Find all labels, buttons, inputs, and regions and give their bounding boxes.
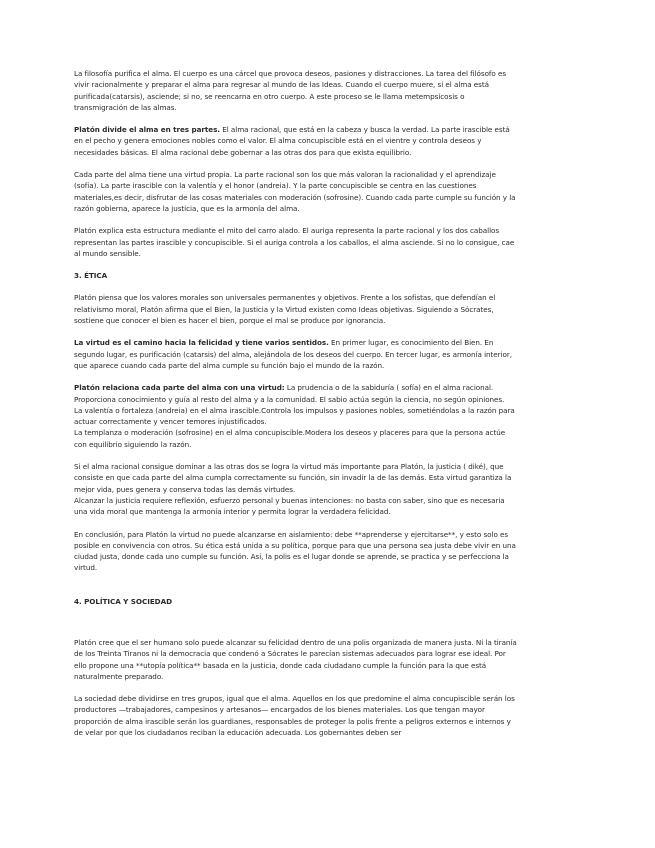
paragraph-alcanzar-justicia: Alcanzar la justicia requiere reflexión, esfuerzo personal y buenas intenciones: no basta con saber, sino que es necesaria una vida moral que mantenga la armonía interior y permita lograr la verdadera felicidad.: [74, 495, 505, 517]
paragraph-conclusion: En conclusión, para Platón la virtud no puede alcanzarse en aislamiento: debe **aprenderse y ejercitarse**, y esto solo es posible en convivencia con otros. Su ética está unida a su política, porque para que una persona sea justa debe vivir en una ciudad justa, donde cada uno cumple su función. Así, la polis es el lugar donde se aprende, se practica y se perfecciona la virtud.: [74, 529, 516, 573]
paragraph-purificacion: La filosofía purifica el alma. El cuerpo es una cárcel que provoca deseos, pasiones y distracciones. La tarea del filósofo es vivir racionalmente y preparar el alma para regresar al mundo de las Ideas. Cuando el cuerpo muere, si el alma está purificada(catarsis), asciende; si no, se reencarna en otro cuerpo. A este proceso se le llama metempsicosis o transmigración de las almas.: [74, 69, 507, 112]
paragraph-mito-carro: Platón explica esta estructura mediante el mito del carro alado. El auriga representa la parte racional y los dos caballos representan las partes irascible y concupiscible. Si el auriga controla a los caballos, el alma asciende. Si no lo consigue, cae al mundo sensible.: [74, 226, 515, 258]
paragraph-virtudes-partes: Cada parte del alma tiene una virtud propia. La parte racional son los que más valoran la racionalidad y el aprendizaje (sofía). La parte irascible con la valentía y el honor (andreia). Y la parte concupiscible se centra en las cuestiones materiales,es decir, disfrutar de las cosas materiales con moderación (sofrosine). Cuando cada parte cumple su función y la razón gobierna, aparece la justicia, que es la armonía del alma.: [74, 170, 516, 213]
bold-lead: Platón relaciona cada parte del alma con una virtud:: [74, 383, 285, 393]
paragraph-polis: Platón cree que el ser humano solo puede alcanzar su felicidad dentro de una polis organizada de manera justa. Ni la tiranía de los Treinta Tiranos ni la democracia que condenó a Sócrates le parecían sistemas adecuados para lograr ese ideal. Por ello propone una **utopía política** basada en la justicia, donde cada ciudadano cumple la función para la que está naturalmente preparado.: [74, 637, 517, 681]
bold-lead: Platón divide el alma en tres partes.: [74, 125, 220, 135]
paragraph-templanza: La templanza o moderación (sofrosine) en el alma concupiscible.Modera los deseos y placeres para que la persona actúe con equilibrio siguiendo la razón.: [74, 428, 506, 449]
bold-lead: La virtud es el camino hacia la felicidad y tiene varios sentidos.: [74, 338, 329, 348]
paragraph-partes-alma: Platón divide el alma en tres partes. El alma racional, que está en la cabeza y busca la verdad. La parte irascible está en el pecho y genera emociones nobles como el valor. El alma concupiscible está en el vientre y controla deseos y necesidades básicas. El alma racional debe gobernar a las otras dos para que exista equilibrio.: [74, 125, 510, 157]
section-heading-politica: 4. POLÍTICA Y SOCIEDAD: [74, 596, 173, 606]
paragraph-virtud-partes: Platón relaciona cada parte del alma con una virtud: La prudencia o de la sabiduría ( sofía) en el alma racional. Proporciona conocimiento y guía al resto del alma y a la comunidad. El sabio actúa según la ciencia, no según opiniones.: [74, 383, 505, 404]
paragraph-virtud-camino: La virtud es el camino hacia la felicidad y tiene varios sentidos. En primer lugar, es conocimiento del Bien. En segundo lugar, es purificación (catarsis) del alma, alejándola de los deseos del cuerpo. En tercer lugar, es armonía interior, que aparece cuando cada parte del alma cumple su función bajo el mundo de la razón.: [74, 338, 513, 370]
paragraph-valentia: La valentía o fortaleza (andreia) en el alma irascible.Controla los impulsos y pasiones nobles, sometiéndolas a la razón para actuar correctamente y vencer temores injustificados.: [74, 405, 515, 427]
paragraph-sociedad: La sociedad debe dividirse en tres grupos, igual que el alma. Aquellos en los que predomine el alma concupiscible serán los productores —trabajadores, campesinos y artesanos— encargados de los bienes materiales. Los que tengan mayor proporción de alma irascible serán los guardianes, responsables de proteger la polis frente a peligros externos e internos y de velar por que los ciudadanos reciban la educación adecuada. Los gobernantes deben ser: [74, 694, 515, 738]
paragraph-justicia: Si el alma racional consigue dominar a las otras dos se logra la virtud más importante para Platón, la justicia ( diké), que consiste en que cada parte del alma cumpla correctamente su función, sin invadir la de las demás. Esta virtud garantiza la mejor vida, pues genera y conserva todas las demás virtudes.: [74, 462, 512, 494]
paragraph-valores-morales: Platón piensa que los valores morales son universales permanentes y objetivos. Frente a los sofistas, que defendían el relativismo moral, Platón afirma que el Bien, la Justicia y la Virtud existen como Ideas objetivas. Siguiendo a Sócrates, sostiene que conocer el bien es hacer el bien, porque el mal se produce por ignorancia.: [74, 293, 496, 326]
section-heading-etica: 3. ÉTICA: [74, 271, 108, 281]
